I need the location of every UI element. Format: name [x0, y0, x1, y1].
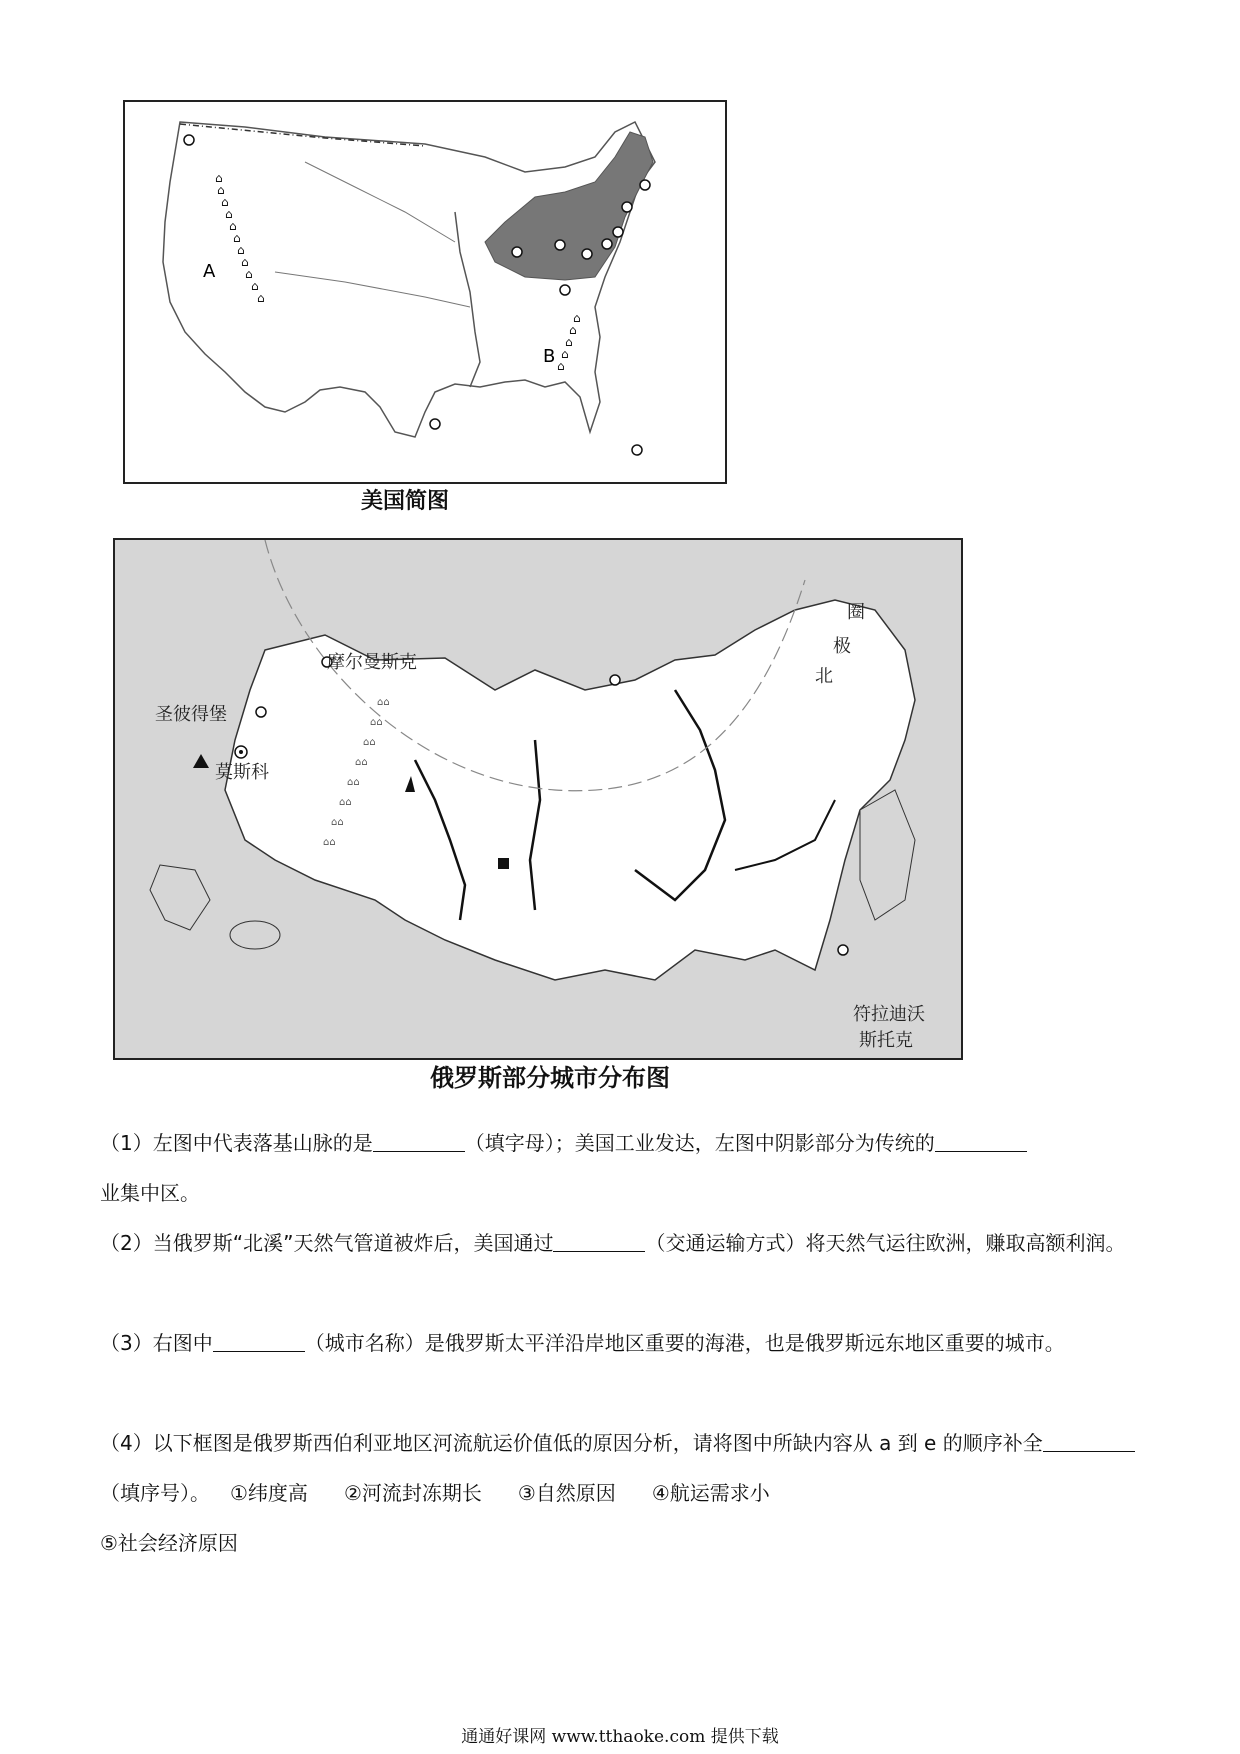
city-dot [632, 445, 642, 455]
russia-map-caption: 俄罗斯部分城市分布图 [430, 1063, 670, 1092]
city-dot [602, 239, 612, 249]
q4-text-1: （4）以下框图是俄罗斯西伯利亚地区河流航运价值低的原因分析，请将图中所缺内容从 a 到 e 的顺序补全 [100, 1431, 1043, 1455]
page-footer: 通通好课网 www.tthaoke.com 提供下载 [461, 1727, 779, 1747]
q2-blank[interactable] [553, 1229, 645, 1252]
q3-text-1: （3）右图中 [100, 1331, 213, 1355]
svg-text:⌂⌂: ⌂⌂ [323, 837, 336, 848]
arctic-char-3: 北 [815, 666, 833, 687]
mississippi-river [455, 212, 480, 387]
svg-text:⌂: ⌂ [251, 279, 259, 293]
label-vladivostok-2: 斯托克 [859, 1030, 913, 1051]
svg-text:⌂: ⌂ [237, 243, 245, 257]
svg-text:⌂⌂: ⌂⌂ [331, 817, 344, 828]
usa-map-caption: 美国简图 [360, 488, 449, 514]
svg-text:⌂⌂: ⌂⌂ [339, 797, 352, 808]
city-dot [622, 202, 632, 212]
svg-text:⌂: ⌂ [561, 347, 569, 361]
city-dot [430, 419, 440, 429]
q2-text-1: （2）当俄罗斯“北溪”天然气管道被炸后，美国通过 [100, 1231, 554, 1255]
question-3 [100, 1318, 1140, 1368]
svg-text:⌂: ⌂ [225, 207, 233, 221]
label-vladivostok-1: 符拉迪沃 [853, 1004, 925, 1025]
svg-text:⌂: ⌂ [565, 335, 573, 349]
label-a: A [203, 261, 216, 282]
label-murmansk: 摩尔曼斯克 [327, 652, 417, 673]
q1-blank-1[interactable] [373, 1129, 465, 1152]
q3-text-2: （城市名称）是俄罗斯太平洋沿岸地区重要的海港，也是俄罗斯远东地区重要的城市。 [304, 1331, 1065, 1355]
svg-text:⌂: ⌂ [221, 195, 229, 209]
q4-option-1: ①纬度高 [230, 1481, 308, 1505]
usa-outline [163, 122, 655, 437]
q1-text-3: 业集中区。 [100, 1181, 200, 1205]
q1-blank-2[interactable] [935, 1129, 1027, 1152]
city-dot [512, 247, 522, 257]
svg-text:⌂: ⌂ [557, 359, 565, 373]
svg-text:⌂: ⌂ [245, 267, 253, 281]
russia-map-drawing [115, 540, 961, 1058]
city-dot [184, 135, 194, 145]
city-dot [613, 227, 623, 237]
city-dot [582, 249, 592, 259]
svg-text:⌂: ⌂ [217, 183, 225, 197]
svg-text:⌂: ⌂ [233, 231, 241, 245]
q4-option-2: ②河流封冻期长 [343, 1481, 482, 1505]
q3-blank[interactable] [213, 1329, 305, 1352]
st-petersburg-dot [256, 707, 266, 717]
svg-text:⌂: ⌂ [573, 311, 581, 325]
svg-text:⌂: ⌂ [241, 255, 249, 269]
city-dot [640, 180, 650, 190]
q4-option-5: ⑤社会经济原因 [100, 1531, 238, 1555]
arctic-char-1: 圈 [847, 602, 865, 623]
label-b: B [543, 346, 556, 367]
q4-text-2: （填序号）。 [100, 1481, 210, 1505]
svg-text:⌂: ⌂ [569, 323, 577, 337]
svg-text:⌂⌂: ⌂⌂ [377, 697, 390, 708]
usa-map-drawing [125, 102, 725, 482]
svg-text:⌂⌂: ⌂⌂ [363, 737, 376, 748]
q1-text-2: （填字母）；美国工业发达，左图中阴影部分为传统的 [464, 1131, 935, 1155]
svg-text:⌂⌂: ⌂⌂ [355, 757, 368, 768]
svg-text:⌂: ⌂ [215, 171, 223, 185]
rocky-mountains-symbols [215, 171, 265, 305]
q4-option-4: ④航运需求小 [651, 1481, 770, 1505]
svg-text:⌂: ⌂ [229, 219, 237, 233]
question-1 [100, 1118, 1140, 1218]
svg-text:⌂: ⌂ [257, 291, 265, 305]
label-st-petersburg: 圣彼得堡 [155, 704, 227, 725]
q4-blank[interactable] [1043, 1429, 1135, 1452]
square-symbol [498, 858, 509, 869]
arctic-char-2: 极 [833, 636, 851, 657]
city-dot [560, 285, 570, 295]
label-moscow: 莫斯科 [215, 762, 269, 783]
usa-map [123, 100, 727, 484]
russia-map [113, 538, 963, 1060]
svg-text:⌂⌂: ⌂⌂ [347, 777, 360, 788]
q4-option-3: ③自然原因 [517, 1481, 616, 1505]
vladivostok-dot [838, 945, 848, 955]
question-2 [100, 1218, 1140, 1268]
question-4 [100, 1418, 1140, 1568]
appalachian-symbols [557, 311, 581, 373]
city-dot [555, 240, 565, 250]
svg-text:⌂⌂: ⌂⌂ [370, 717, 383, 728]
q2-text-2: （交通运输方式）将天然气运往欧洲，赚取高额利润。 [645, 1231, 1126, 1255]
q1-text-1: （1）左图中代表落基山脉的是 [100, 1131, 373, 1155]
